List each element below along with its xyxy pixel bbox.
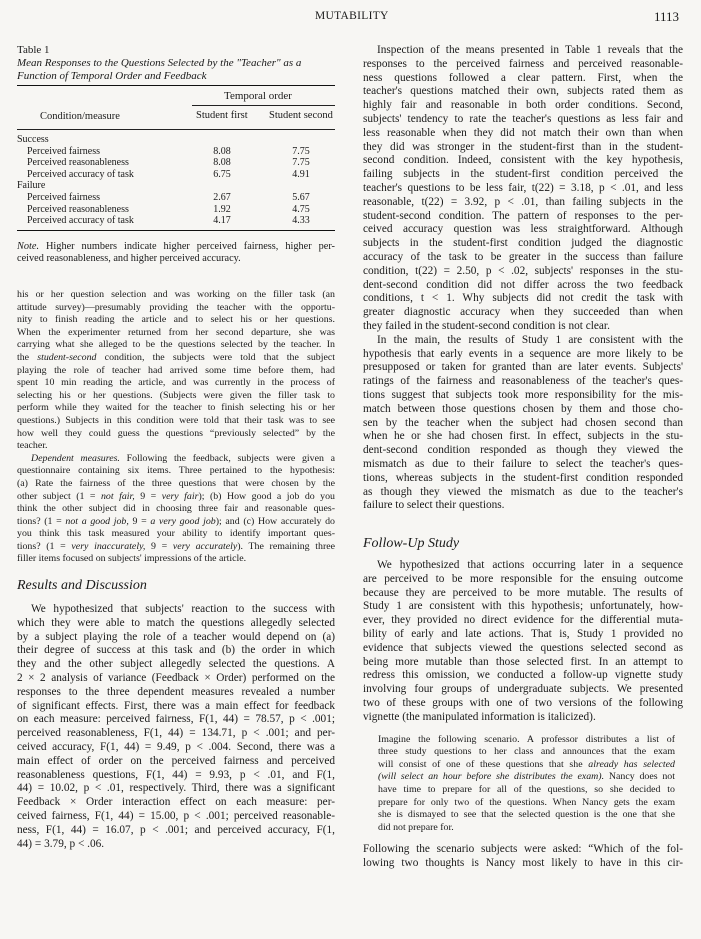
text-line: because they are perceived to be more mutable. The results of bbox=[363, 586, 683, 599]
text-line: which they were able to match the questions allegedly selected bbox=[17, 616, 335, 629]
text-line: carrying what she alleged to be the questions selected by the teacher. In bbox=[17, 339, 335, 351]
text-line: (a) Rate the fairness of the three questions that were chosen by the bbox=[17, 477, 335, 489]
text-line: ceived accuracy, F(1, 44) = 9.49, p < .004. Second, there was a bbox=[17, 741, 335, 754]
right-body-text bbox=[363, 44, 683, 871]
text-line: playing the role of teacher had arrived some time before them, had bbox=[17, 364, 335, 376]
text-line: of significant effects. First, there was a main effect for feedback bbox=[17, 699, 335, 712]
text-line: are perceived to be more responsible for the ensuing outcome bbox=[363, 572, 683, 585]
text-line: sen by the teacher when the subject had chosen second than bbox=[363, 416, 683, 429]
text-line: two of these groups with one of two versions of the following bbox=[363, 697, 683, 710]
left-body-text bbox=[17, 289, 335, 851]
text-line: being more mutable than those selected first. In an attempt to bbox=[363, 655, 683, 668]
text-line bbox=[17, 453, 335, 466]
text-line: spent 10 min reading the article, and was currently in the process of bbox=[17, 377, 335, 389]
text-line: Feedback × Order interaction effect on each measure: per- bbox=[17, 796, 335, 809]
italic-term: student-second bbox=[37, 351, 97, 363]
text-run: 9 = bbox=[145, 540, 173, 552]
text-line: dent-second condition did not differ across the two feedback bbox=[363, 278, 683, 291]
table-row bbox=[17, 204, 335, 216]
table-row bbox=[17, 192, 335, 204]
cell-student-second: 4.91 bbox=[292, 168, 310, 180]
text-line: redress this omission, we conducted a follow-up vignette study bbox=[363, 669, 683, 682]
text-line: We hypothesized that subjects' reaction to the success with bbox=[31, 603, 335, 616]
text-line: filler items focused on subjects' impressions of the article. bbox=[17, 553, 247, 565]
text-line: Following the scenario subjects were asked: “Which of the fol- bbox=[363, 843, 683, 856]
text-run: the bbox=[17, 351, 38, 363]
text-line: second condition. Indeed, consistent with the key hypothesis, bbox=[363, 154, 683, 167]
table-column-headers bbox=[17, 106, 335, 126]
table-note bbox=[17, 241, 335, 266]
table-row bbox=[17, 146, 335, 158]
text-line: vignette (the manipulated information is italicized). bbox=[363, 710, 596, 723]
text-line: bility of early and late actions. That is, Study 1 provided no bbox=[363, 628, 683, 641]
text-line: subjects in the student-first condition judged the diagnostic bbox=[363, 237, 683, 250]
table-group-row bbox=[17, 180, 335, 192]
running-head-title: MUTABILITY bbox=[315, 10, 389, 22]
text-line: teacher's questions to be less fair, t(22) = 3.18, p < .01, and less bbox=[363, 181, 683, 194]
text-run: 9 = bbox=[128, 515, 151, 527]
text-run: tions? (1 = bbox=[17, 540, 72, 552]
section-heading-results: Results and Discussion bbox=[17, 578, 147, 594]
text-line: mismatch as due to their failure to select the teacher's ques- bbox=[363, 457, 683, 470]
inspection-paragraph bbox=[363, 44, 683, 334]
cell-student-first: 8.08 bbox=[213, 157, 231, 169]
row-measure: Perceived accuracy of task bbox=[27, 215, 134, 227]
table-spanner-header: Temporal order bbox=[224, 90, 292, 102]
text-line: perceived reasonableness, F(1, 44) = 134.71, p < .001; and per- bbox=[17, 727, 335, 740]
text-line bbox=[17, 541, 335, 554]
text-line: tions suggest that subjects took more responsibility for the mis- bbox=[363, 388, 683, 401]
group-label: Success bbox=[17, 134, 49, 145]
text-line: In the main, the results of Study 1 are consistent with the bbox=[377, 333, 683, 346]
text-line: subjects' tendency to rate the teacher's questions as less fair and bbox=[363, 112, 683, 125]
text-line bbox=[378, 759, 675, 772]
text-line: When the experimenter returned from her second departure, she was bbox=[17, 326, 335, 338]
text-run: tions? (1 = bbox=[17, 515, 66, 527]
text-line: Study 1 are consistent with this hypothesis; unfortunately, how- bbox=[363, 600, 683, 613]
column-header: Student second bbox=[269, 110, 333, 121]
table-row bbox=[17, 169, 335, 181]
note-label: Note. bbox=[17, 240, 40, 252]
follow-up-paragraph bbox=[363, 559, 683, 725]
text-line: you think this task measured your ability to identify important ques- bbox=[17, 528, 335, 540]
text-line: teacher's questions matched their own, subjects rated them as bbox=[363, 85, 683, 98]
text-line: ness, F(1, 44) = 16.07, p < .001; and perceived accuracy, F(1, bbox=[17, 823, 335, 836]
text-line bbox=[17, 516, 335, 529]
text-line: his or her question selection and was working on the filler task (an bbox=[17, 289, 335, 300]
text-run: condition, the subjects were told that the subject bbox=[96, 351, 335, 363]
cell-student-first: 1.92 bbox=[213, 203, 231, 215]
italic-term: very inaccurately, bbox=[71, 540, 146, 552]
vignette-block-quote bbox=[363, 734, 675, 835]
text-line bbox=[378, 771, 675, 784]
text-run: ); and (c) How accurately do bbox=[215, 515, 335, 527]
text-line: ceived fairness, F(1, 44) = 15.00, p < .001; perceived reasonable- bbox=[17, 810, 335, 823]
cell-student-second: 5.67 bbox=[292, 191, 310, 203]
row-measure: Perceived accuracy of task bbox=[27, 168, 134, 180]
text-line: evidence that subjects viewed the questions selected second as bbox=[363, 641, 683, 654]
text-line: 2 × 2 analysis of variance (Feedback × Order) performed on the bbox=[17, 672, 335, 685]
text-line: on each measure: perceived fairness, F(1, 44) = 78.57, p < .001; bbox=[17, 713, 335, 726]
header-rule bbox=[17, 129, 335, 130]
text-line: failure to select their questions. bbox=[363, 499, 505, 512]
text-line: 44) = 3.79, p < .06. bbox=[17, 837, 105, 850]
text-line: lowing two thoughts is Nancy most likely to have in this cir- bbox=[363, 857, 683, 870]
text-run: Nancy does not bbox=[604, 771, 675, 783]
page-number: 1113 bbox=[653, 9, 679, 24]
text-line: when he or she had chosen first. In effect, subjects in the stu- bbox=[363, 430, 683, 443]
section-heading-follow-up: Follow-Up Study bbox=[363, 536, 460, 552]
note-text: ceived reasonableness, and higher perceived accuracy. bbox=[17, 253, 241, 265]
text-line: less reasonable when they did not match their own than when bbox=[363, 126, 683, 139]
text-line: they did was stronger in the student-first than in the student- bbox=[363, 140, 683, 153]
cell-student-second: 4.75 bbox=[292, 203, 310, 215]
text-line: main effect of order on the perceived fairness and perceived bbox=[17, 754, 335, 767]
table-group-row bbox=[17, 134, 335, 146]
text-line: their degree of success at this task and (b) the order in which bbox=[17, 644, 335, 657]
text-run: other subject (1 = bbox=[17, 490, 101, 502]
text-line: perform while they waited for the teacher to finish selecting his or her bbox=[17, 402, 335, 414]
italic-term: not fair, bbox=[100, 490, 135, 502]
text-line: questionnaire containing six items. Three pertained to the hypothesis: bbox=[17, 465, 335, 477]
column-header: Student first bbox=[196, 110, 248, 121]
text-line: did not prepare for. bbox=[378, 821, 454, 833]
text-line: prepare for only two of the questions. When Nancy gets the exam bbox=[378, 796, 675, 808]
text-line: ness questions followed a clear pattern. First, when the bbox=[363, 71, 683, 84]
text-line: conditions, t < 1. Why subjects did not credit the task with bbox=[363, 292, 683, 305]
table-label: Table 1 bbox=[17, 44, 50, 56]
text-line: 44) = 10.02, p < .01, respectively. Third, there was a significant bbox=[17, 782, 335, 795]
group-label: Failure bbox=[17, 180, 46, 192]
cell-student-second: 7.75 bbox=[292, 157, 310, 169]
text-line: accuracy of the task to be greater in the success than failure bbox=[363, 250, 683, 263]
text-line: they and the other subject allegedly selected the questions. A bbox=[17, 658, 335, 671]
cell-student-second: 4.33 bbox=[292, 215, 310, 227]
italic-term: (will select an hour before she distributes the exam). bbox=[378, 771, 605, 783]
italic-term: already has selected bbox=[588, 758, 675, 770]
method-paragraph bbox=[17, 289, 335, 566]
text-line: failing subjects in the student-first condition perceived the bbox=[363, 168, 683, 181]
text-line: questions.) Subjects in this condition were told that their task was to see bbox=[17, 414, 335, 426]
cell-student-first: 4.17 bbox=[213, 215, 231, 227]
table-bottom-rule bbox=[17, 230, 335, 231]
results-paragraph bbox=[17, 603, 335, 851]
row-measure: Perceived reasonableness bbox=[27, 203, 129, 215]
text-line: they failed in the student-second condition is not clear. bbox=[363, 319, 610, 332]
row-measure: Perceived fairness bbox=[27, 191, 101, 203]
text-line: Imagine the following scenario. A professor distributes a list of bbox=[378, 733, 675, 745]
text-line bbox=[17, 352, 335, 365]
text-run: will consist of one of these questions that she bbox=[378, 758, 589, 770]
italic-term: very accurately bbox=[172, 540, 238, 552]
run-in-heading: Dependent measures. bbox=[31, 452, 120, 464]
text-line: responses to the three dependent measures revealed a number bbox=[17, 685, 335, 698]
running-head bbox=[0, 10, 701, 30]
text-line: selecting his or her questions. (Subjects were given the filler task to bbox=[17, 389, 335, 401]
text-line: student-second condition. The pattern of responses to the per- bbox=[363, 209, 683, 222]
text-line: tions, whereas subjects in the student-first condition responded bbox=[363, 471, 683, 484]
text-line: involving four groups of undergraduate subjects. We presented bbox=[363, 683, 683, 696]
text-line: Inspection of the means presented in Table 1 reveals that the bbox=[377, 44, 683, 56]
table-row bbox=[17, 215, 335, 227]
cell-student-second: 7.75 bbox=[292, 145, 310, 157]
text-line: hypothesis that early events in a sequence are more likely to be bbox=[363, 347, 683, 360]
text-line: three study questions to her class and announces that the exam bbox=[378, 746, 675, 758]
text-line: attitude survey)—presumably providing the teacher with the opportu- bbox=[17, 301, 335, 313]
table-row bbox=[17, 157, 335, 169]
text-line: teacher. bbox=[17, 440, 48, 452]
text-line: match between those questions chosen by them and those cho- bbox=[363, 402, 683, 415]
text-run: ); (b) How good a job do you bbox=[198, 490, 335, 502]
text-line: ever, they provided no direct evidence for the differential muta- bbox=[363, 614, 683, 627]
cell-student-first: 2.67 bbox=[213, 191, 231, 203]
text-line: ceived accuracy question was less straightforward. Although bbox=[363, 223, 683, 236]
text-line: responses to the perceived fairness and perceived reasonable- bbox=[363, 57, 683, 70]
text-line: she is dismayed to see that the selected question is the one that she bbox=[378, 809, 675, 821]
table-caption-line: Mean Responses to the Questions Selected by the "Teacher" as a bbox=[17, 57, 302, 69]
text-run: 9 = bbox=[134, 490, 162, 502]
cell-student-first: 8.08 bbox=[213, 145, 231, 157]
table-caption-line: Function of Temporal Order and Feedback bbox=[17, 70, 207, 82]
table-body bbox=[17, 134, 335, 227]
row-measure: Perceived reasonableness bbox=[27, 157, 129, 169]
italic-term: a very good job bbox=[150, 515, 216, 527]
text-line: as though they viewed the mismatch as due to the teacher's bbox=[363, 485, 683, 498]
text-line: reasonable, t(22) = 3.92, p < .01, than failing subjects in the bbox=[363, 195, 683, 208]
italic-term: very fair bbox=[161, 490, 199, 502]
text-line: ratings of the fairness and reasonableness of the teacher's ques- bbox=[363, 375, 683, 388]
text-line bbox=[17, 491, 335, 504]
question-paragraph bbox=[363, 843, 683, 871]
text-line: condition, t(22) = 2.50, p < .02, subjects' responses in the stu- bbox=[363, 264, 683, 277]
text-line: how well they could guess the questions “previously selected” by the bbox=[17, 427, 335, 439]
note-text: Higher numbers indicate higher perceived fairness, higher per- bbox=[39, 240, 335, 252]
row-measure: Perceived fairness bbox=[27, 145, 101, 157]
text-line: dent-second condition responded as though they viewed the bbox=[363, 444, 683, 457]
text-line: by a subject playing the role of a teacher would depend on (a) bbox=[17, 630, 335, 643]
summary-paragraph bbox=[363, 334, 683, 513]
text-run: Following the feedback, subjects were given a bbox=[119, 452, 335, 464]
column-header: Condition/measure bbox=[40, 111, 120, 122]
italic-term: not a good job, bbox=[65, 515, 129, 527]
text-line: highly fair and reasonable in both order conditions. Second, bbox=[363, 99, 683, 112]
text-line: reasonableness questions, F(1, 44) = 9.93, p < .01, and F(1, bbox=[17, 768, 335, 781]
text-line: presupposed or taken for granted than are later events. Subjects' bbox=[363, 361, 683, 374]
text-line: have time to prepare for all of the questions, so she decided to bbox=[378, 784, 675, 796]
text-line: greater diagnostic accuracy when they succeeded than when bbox=[363, 306, 683, 319]
text-line: We hypothesized that actions occurring later in a sequence bbox=[377, 559, 683, 572]
text-line: nity to finish reading the article and to select his or her questions. bbox=[17, 314, 335, 326]
text-run: ). The remaining three bbox=[237, 540, 335, 552]
cell-student-first: 6.75 bbox=[213, 168, 231, 180]
text-line: think the other subject did in choosing three fair and reasonable ques- bbox=[17, 503, 335, 515]
table-1 bbox=[17, 44, 335, 266]
